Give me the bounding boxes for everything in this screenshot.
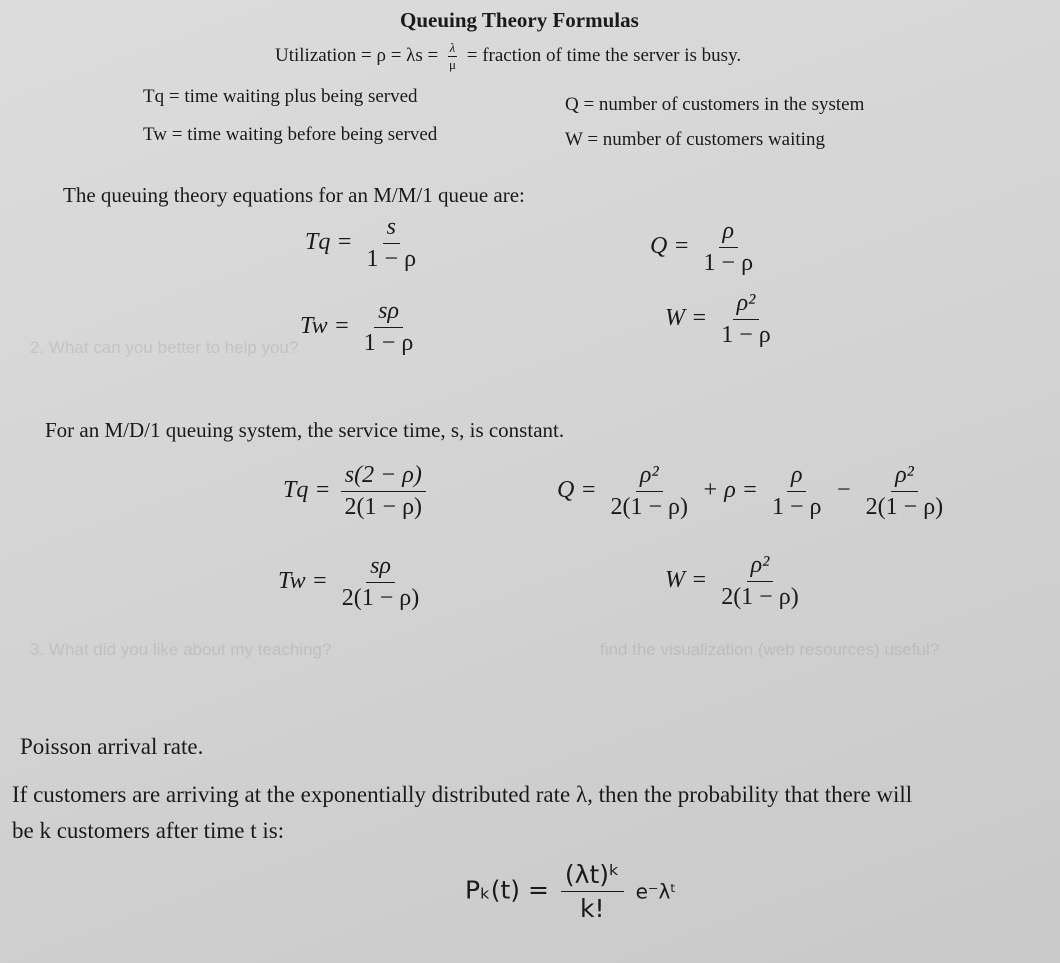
formula-minus: − (835, 477, 852, 504)
utilization-tail: = fraction of time the server is busy. (466, 44, 742, 66)
frac-den: 2(1 − ρ) (341, 585, 420, 611)
fraction (862, 462, 948, 521)
frac-den: 1 − ρ (363, 330, 414, 356)
frac-num: ρ (787, 462, 807, 492)
md1-q-formula (557, 462, 951, 521)
frac-num: sρ (374, 298, 403, 328)
fraction (363, 214, 421, 273)
md1-tw-formula (278, 553, 427, 612)
fraction (768, 462, 826, 521)
frac-den: μ (449, 57, 456, 72)
formula-lhs: Tq = (283, 477, 331, 504)
definition-q: Q = number of customers in the system (565, 94, 865, 115)
fraction (341, 462, 427, 521)
bleed-through-text: 3. What did you like about my teaching? (30, 640, 332, 659)
bleed-through-text: find the visualization (web resources) useful? (600, 640, 940, 659)
md1-intro: For an M/D/1 queuing system, the service time, s, is constant. (45, 418, 565, 442)
definition-tw: Tw = time waiting before being served (143, 124, 438, 145)
mm1-w-formula (665, 290, 779, 349)
frac-num: ρ² (747, 552, 774, 582)
frac-num: λ (449, 40, 456, 55)
formula-lhs: Tq = (305, 229, 353, 256)
frac-num: s(2 − ρ) (341, 462, 426, 492)
definition-tq: Tq = time waiting plus being served (143, 86, 418, 107)
poisson-formula (465, 860, 676, 923)
frac-den: k! (580, 894, 605, 923)
utilization-line (275, 40, 741, 73)
frac-den: 2(1 − ρ) (721, 584, 799, 610)
formula-lhs: W = (665, 567, 708, 594)
frac-den: 2(1 − ρ) (865, 494, 944, 520)
formula-lhs: Pₖ(t) = (465, 875, 549, 905)
frac-num: sρ (366, 553, 395, 583)
definition-w: W = number of customers waiting (565, 129, 825, 150)
formula-mid: + ρ = (702, 477, 758, 504)
mm1-tw-formula (300, 298, 421, 357)
poisson-heading: Poisson arrival rate. (20, 734, 204, 759)
frac-den: 1 − ρ (703, 250, 754, 276)
fraction (360, 298, 418, 357)
formula-lhs: Tw = (278, 568, 328, 595)
lambda-over-mu (447, 40, 458, 73)
fraction (700, 218, 758, 277)
frac-den: 1 − ρ (721, 322, 771, 348)
mm1-intro: The queuing theory equations for an M/M/1 queue are: (63, 183, 525, 207)
frac-num: ρ² (636, 462, 663, 492)
formula-lhs: Q = (650, 233, 690, 260)
exponential-term: e⁻λᵗ (635, 879, 677, 904)
fraction (717, 552, 803, 611)
bleed-through-text: 2. What can you better to help you? (30, 338, 299, 357)
utilization-label: Utilization = ρ = λs = (275, 44, 439, 66)
formula-lhs: Tw = (300, 313, 350, 340)
fraction (561, 860, 624, 923)
mm1-q-formula (650, 218, 761, 277)
frac-den: 2(1 − ρ) (610, 494, 689, 520)
fraction (338, 553, 424, 612)
frac-den: 1 − ρ (771, 494, 822, 520)
poisson-text-line2: be k customers after time t is: (12, 818, 285, 843)
frac-num: ρ² (733, 290, 760, 320)
poisson-text-line1: If customers are arriving at the exponentially distributed rate λ, then the probability that there will (12, 782, 913, 807)
page-title: Queuing Theory Formulas (400, 8, 639, 32)
formula-lhs: Q = (557, 477, 597, 504)
md1-w-formula (665, 552, 807, 611)
frac-num: ρ (719, 218, 739, 248)
frac-den: 2(1 − ρ) (344, 494, 423, 520)
formula-lhs: W = (665, 305, 708, 332)
frac-num: s (383, 214, 400, 244)
fraction (717, 290, 775, 349)
frac-num: (λt)ᵏ (561, 860, 624, 892)
md1-tq-formula (283, 462, 430, 521)
frac-num: ρ² (891, 462, 918, 492)
mm1-tq-formula (305, 214, 424, 273)
fraction (607, 462, 693, 521)
frac-den: 1 − ρ (366, 246, 417, 272)
